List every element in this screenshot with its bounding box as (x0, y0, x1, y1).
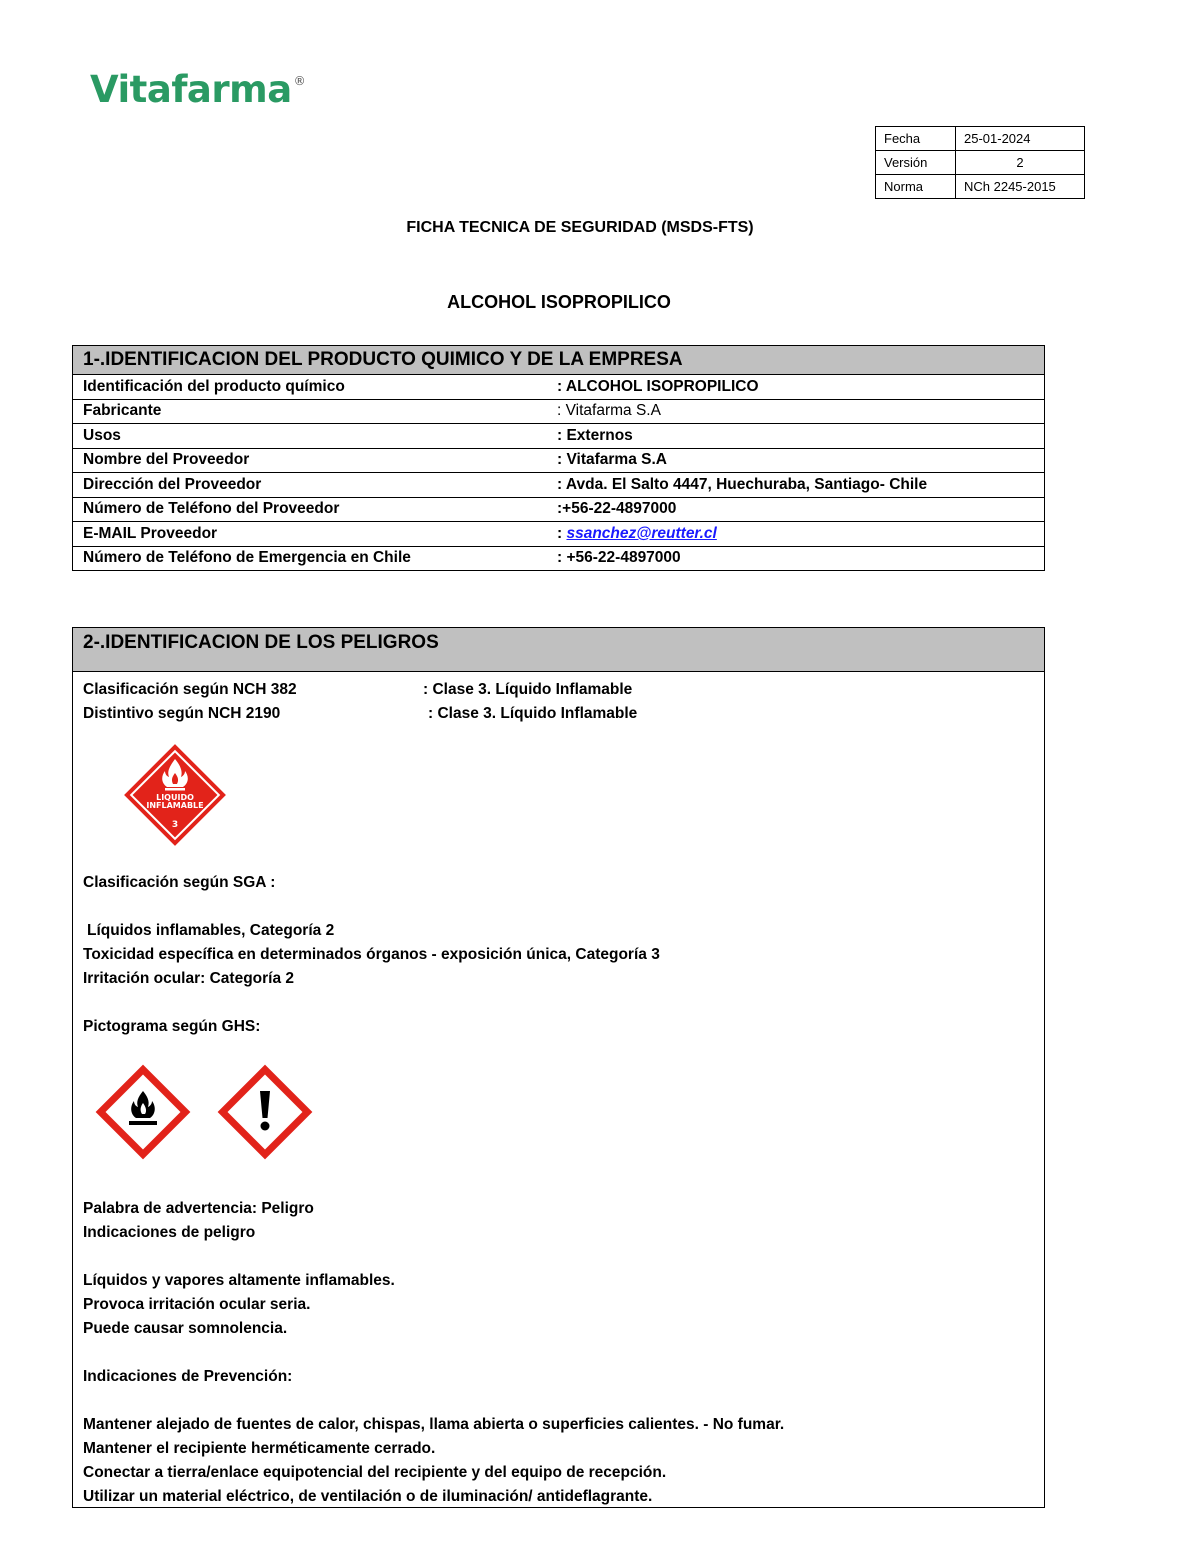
signal-word: Palabra de advertencia: Peligro (83, 1200, 314, 1217)
row-value: : Vitafarma S.A (557, 451, 667, 469)
row-value: : ALCOHOL ISOPROPILICO (557, 377, 759, 395)
meta-row-version (876, 151, 1085, 175)
sga-item: Líquidos inflamables, Categoría 2 (87, 922, 335, 939)
distintivo-value: : Clase 3. Líquido Inflamable (428, 705, 638, 722)
placard-line1: LIQUIDO (156, 793, 194, 802)
email-link[interactable]: ssanchez@reutter.cl (566, 524, 717, 542)
ghs-label: Pictograma según GHS: (83, 1018, 261, 1035)
table-row (73, 449, 1044, 474)
meta-row-fecha (876, 127, 1085, 151)
company-logo: Vitafarma ® (90, 68, 306, 111)
meta-value: 25-01-2024 (956, 127, 1085, 151)
meta-key: Fecha (876, 127, 956, 151)
distintivo-label: Distintivo según NCH 2190 (83, 705, 281, 722)
sga-item: Irritación ocular: Categoría 2 (83, 970, 295, 987)
table-row (73, 498, 1044, 523)
row-label: E-MAIL Proveedor (83, 524, 218, 542)
ghs-exclamation-pictogram (217, 1064, 313, 1160)
prevention-statement: Conectar a tierra/enlace equipotencial del recipiente y del equipo de recepción. (83, 1464, 667, 1481)
table-row (73, 375, 1044, 400)
row-value: : +56-22-4897000 (557, 549, 681, 567)
product-title: ALCOHOL ISOPROPILICO (447, 292, 671, 312)
meta-key: Versión (876, 151, 956, 175)
prevention-heading: Indicaciones de Prevención: (83, 1368, 293, 1385)
prevention-statement: Mantener el recipiente herméticamente cerrado. (83, 1440, 436, 1457)
row-label: Dirección del Proveedor (83, 475, 262, 493)
meta-value: 2 (956, 151, 1085, 175)
hazard-heading: Indicaciones de peligro (83, 1224, 256, 1241)
document-title: FICHA TECNICA DE SEGURIDAD (MSDS-FTS) (406, 219, 754, 236)
placard-class-number: 3 (171, 820, 179, 830)
meta-key: Norma (876, 175, 956, 199)
table-row (73, 547, 1044, 571)
sga-label: Clasificación según SGA : (83, 874, 276, 891)
row-label: Identificación del producto químico (83, 377, 345, 395)
section-hazards (72, 627, 1045, 1508)
row-label: Fabricante (83, 402, 162, 420)
section-heading: 2-.IDENTIFICACION DE LOS PELIGROS (73, 628, 1044, 672)
table-row (73, 400, 1044, 425)
ghs-flame-pictogram (95, 1064, 191, 1160)
class-nch382-value: : Clase 3. Líquido Inflamable (423, 681, 633, 698)
class-nch382-label: Clasificación según NCH 382 (83, 681, 297, 698)
hazard-statement: Puede causar somnolencia. (83, 1320, 288, 1337)
row-value: :+56-22-4897000 (557, 500, 677, 518)
prevention-statement: Utilizar un material eléctrico, de ventilación o de iluminación/ antideflagrante. (83, 1488, 653, 1505)
hazard-statement: Líquidos y vapores altamente inflamables. (83, 1272, 395, 1289)
section-heading: 1-.IDENTIFICACION DEL PRODUCTO QUIMICO Y DE LA EMPRESA (73, 346, 1044, 375)
row-label: Número de Teléfono del Proveedor (83, 500, 340, 518)
prevention-statement: Mantener alejado de fuentes de calor, chispas, llama abierta o superficies calientes. - No fumar. (83, 1416, 785, 1433)
document-meta-table (875, 126, 1085, 199)
sga-item: Toxicidad específica en determinados órganos - exposición única, Categoría 3 (83, 946, 660, 963)
row-value: : Avda. El Salto 4447, Huechuraba, Santiago- Chile (557, 475, 928, 493)
meta-value: NCh 2245-2015 (956, 175, 1085, 199)
section-identification (72, 345, 1045, 571)
table-row (73, 424, 1044, 449)
table-row (73, 473, 1044, 498)
row-label: Usos (83, 426, 121, 444)
row-label: Número de Teléfono de Emergencia en Chile (83, 549, 411, 567)
row-value: : Vitafarma S.A (557, 402, 661, 420)
row-value: : ssanchez@reutter.cl (557, 524, 717, 542)
meta-row-norma (876, 175, 1085, 199)
row-label: Nombre del Proveedor (83, 451, 250, 469)
placard-line2: INFLAMABLE (146, 801, 204, 810)
table-row (73, 522, 1044, 547)
hazard-statement: Provoca irritación ocular seria. (83, 1296, 311, 1313)
row-value: : Externos (557, 426, 633, 444)
un-placard-flammable-liquid (123, 743, 227, 847)
